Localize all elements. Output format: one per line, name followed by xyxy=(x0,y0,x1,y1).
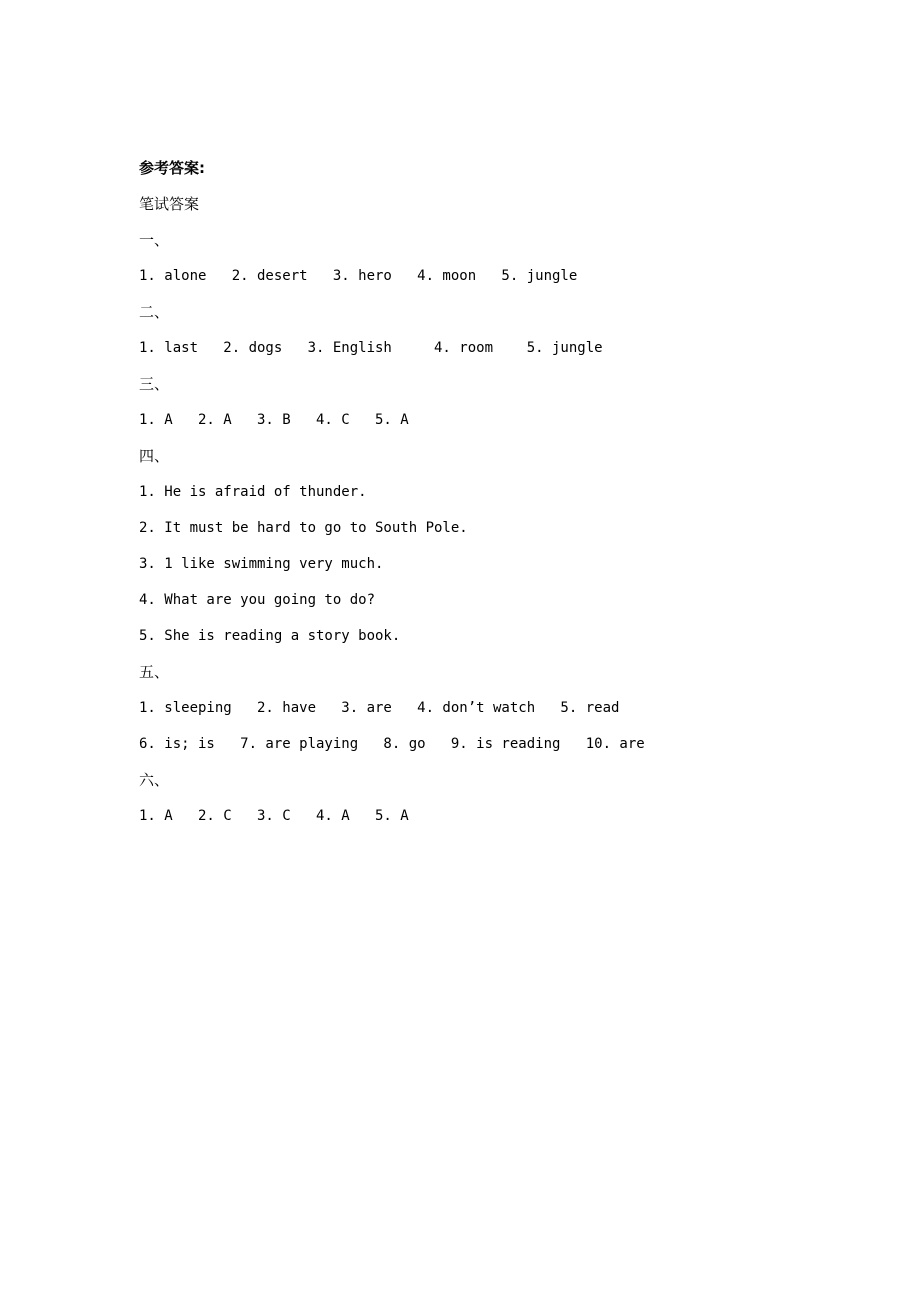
answer-line: 2. It must be hard to go to South Pole. xyxy=(139,520,468,536)
answer-line: 3. 1 like swimming very much. xyxy=(139,556,384,572)
section-label-5: 五、 xyxy=(139,663,170,681)
answer-key-page xyxy=(139,150,839,834)
answer-line: 1. A 2. C 3. C 4. A 5. A xyxy=(139,808,409,824)
section-label-6: 六、 xyxy=(139,771,170,789)
answer-line: 1. alone 2. desert 3. hero 4. moon 5. jungle xyxy=(139,268,578,284)
page-title: 参考答案: xyxy=(139,159,205,177)
section-label-1: 一、 xyxy=(139,231,170,249)
section-label-2: 二、 xyxy=(139,303,170,321)
section-label-3: 三、 xyxy=(139,375,170,393)
section-label-4: 四、 xyxy=(139,447,170,465)
answer-line: 1. sleeping 2. have 3. are 4. don’t watch 5. read xyxy=(139,700,620,716)
answer-line: 1. He is afraid of thunder. xyxy=(139,484,367,500)
answer-line: 6. is; is 7. are playing 8. go 9. is reading 10. are xyxy=(139,736,645,752)
answer-line: 1. A 2. A 3. B 4. C 5. A xyxy=(139,412,409,428)
answer-line: 4. What are you going to do? xyxy=(139,592,376,608)
answer-line: 1. last 2. dogs 3. English 4. room 5. jungle xyxy=(139,340,603,356)
answer-line: 5. She is reading a story book. xyxy=(139,628,401,644)
page-subtitle: 笔试答案 xyxy=(139,195,200,213)
